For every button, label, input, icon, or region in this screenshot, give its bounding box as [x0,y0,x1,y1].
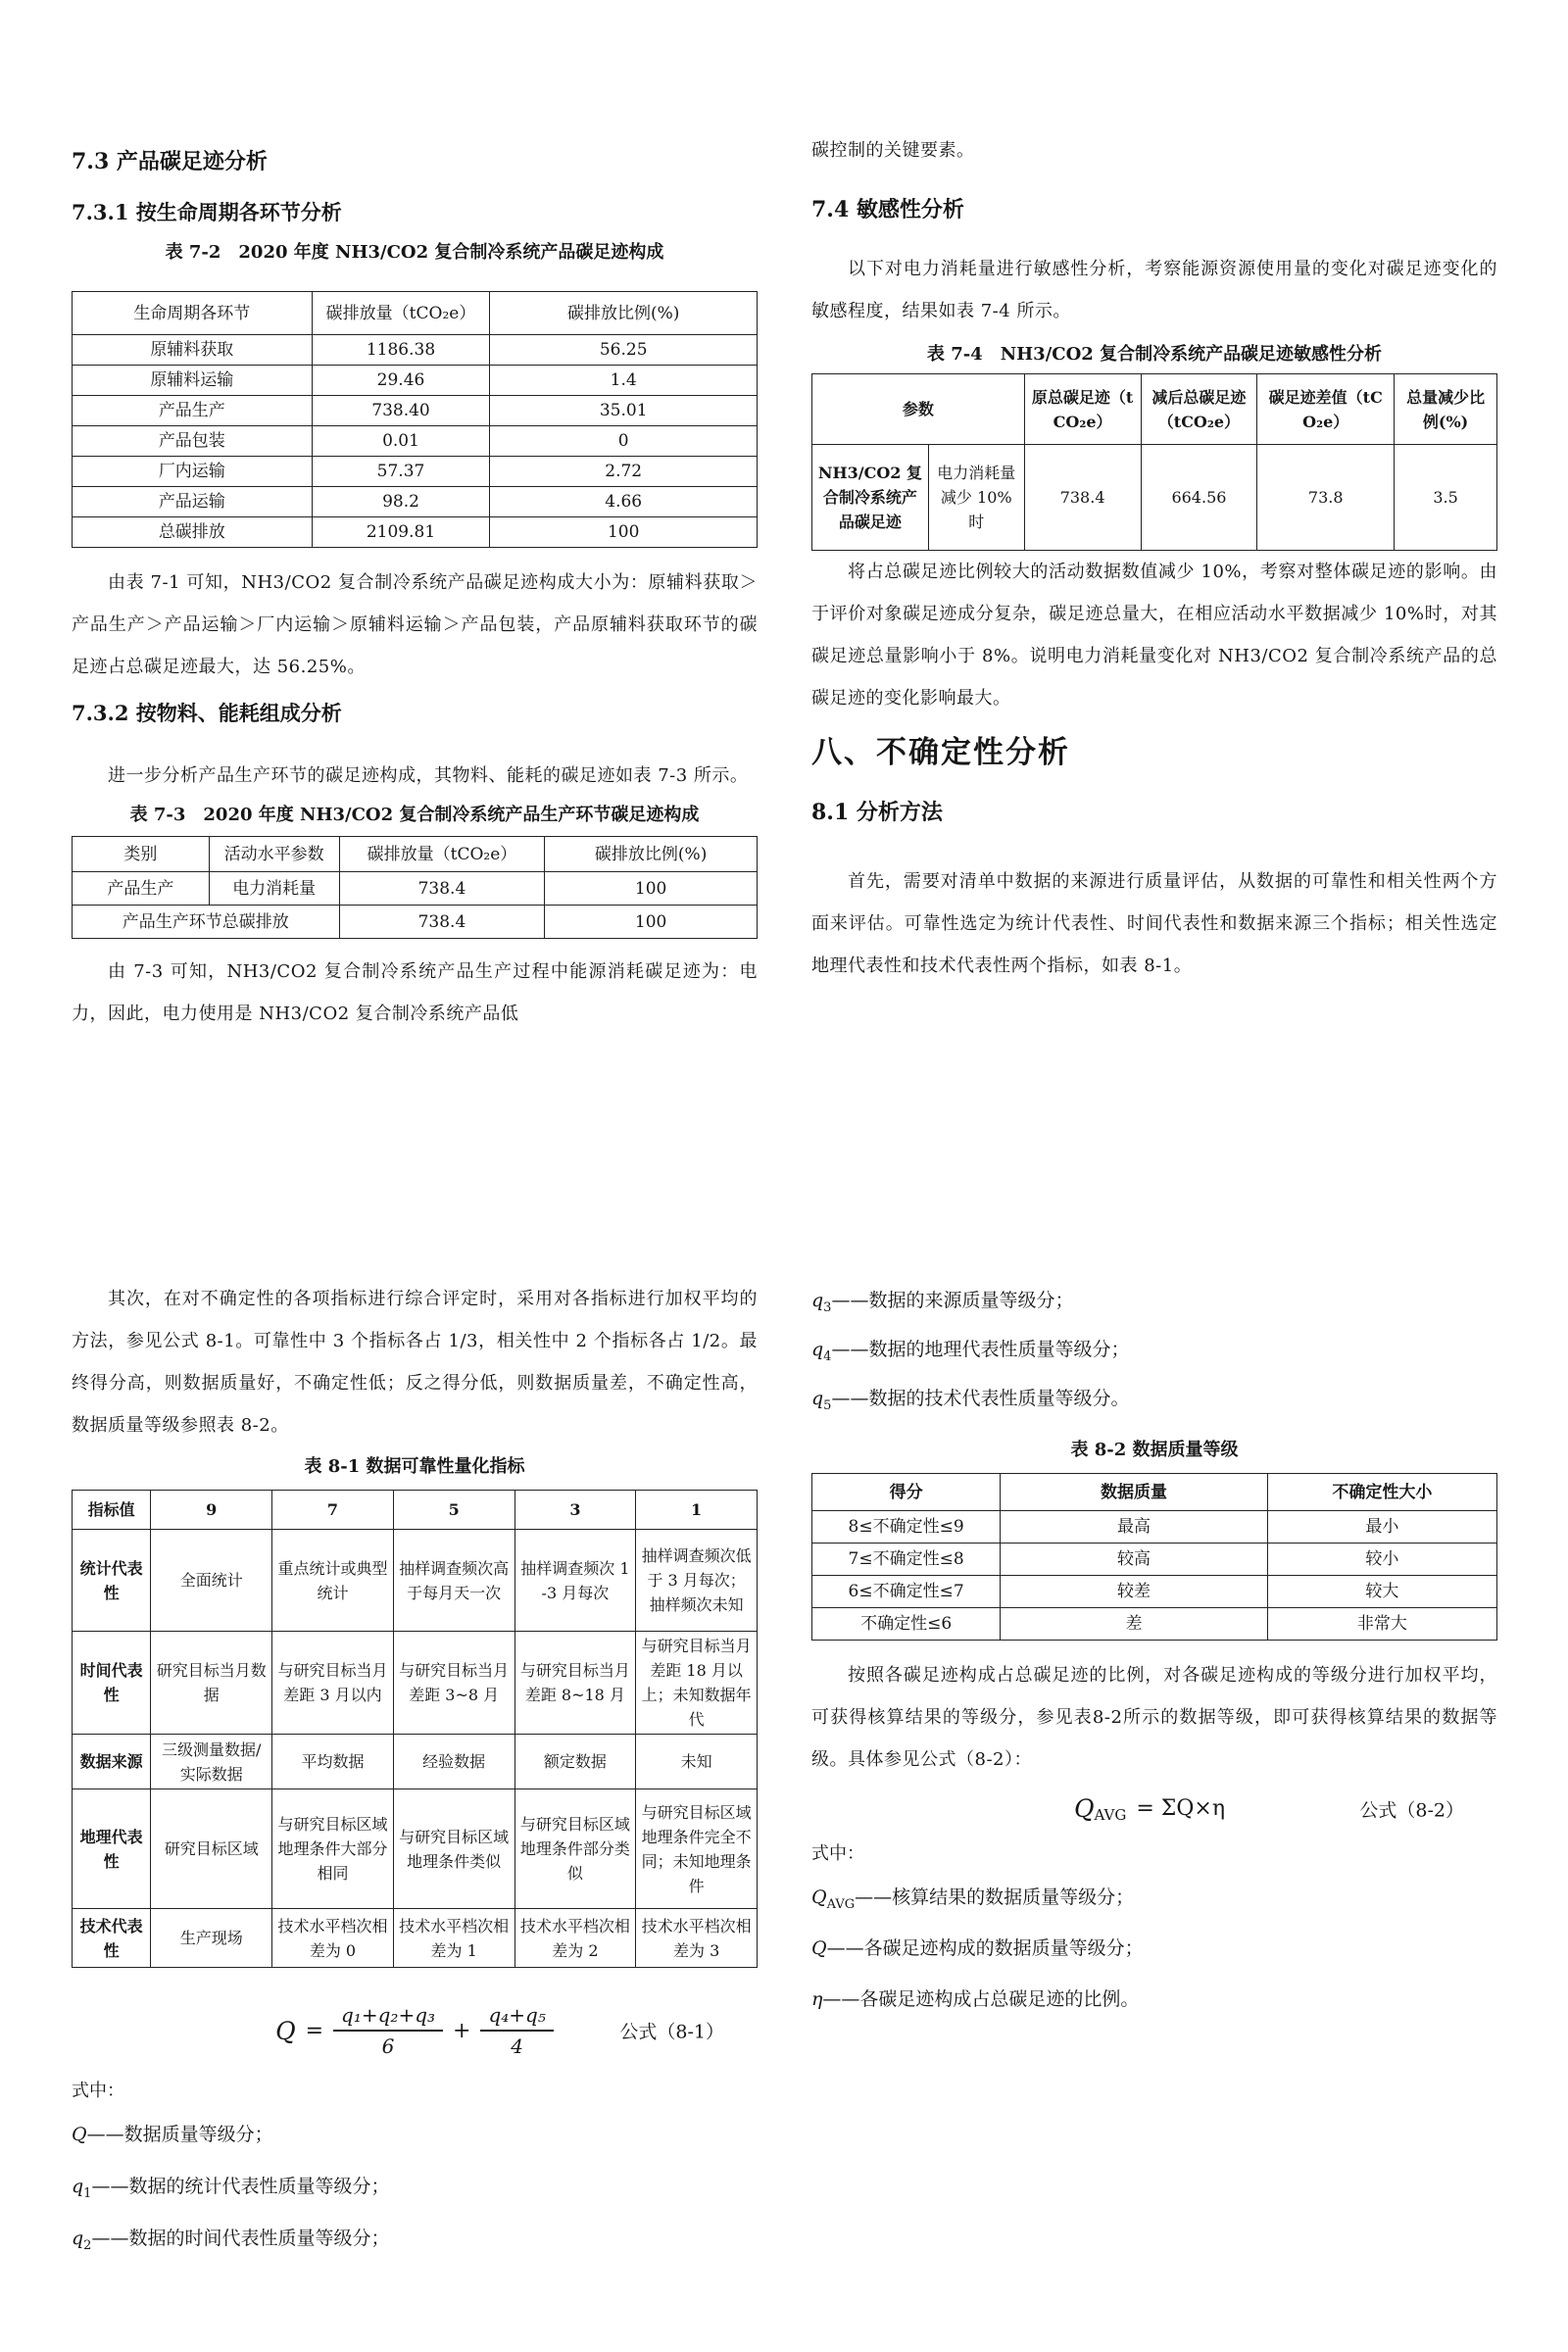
cell: 57.37 [312,457,490,487]
cell: 时间代表性 [73,1632,151,1735]
cell: 参数 [812,374,1025,445]
cell: 平均数据 [272,1735,394,1789]
fraction [333,2003,443,2058]
cell: 2.72 [490,457,758,487]
cell: 738.4 [1024,445,1141,551]
definition-text: ——数据的技术代表性质量等级分。 [831,1387,1130,1409]
heading-7-4: 7.4 敏感性分析 [811,197,964,222]
table-8-1-caption: 表 8-1 数据可靠性量化指标 [304,1456,525,1477]
table-row [73,517,758,548]
cell: 最高 [1001,1511,1268,1544]
numerator: q₄+q₅ [480,2003,553,2032]
cell: 技术水平档次相差为 1 [393,1909,514,1968]
table-7-2 [72,291,758,548]
cell: 与研究目标当月差距 8~18 月 [514,1632,636,1735]
cell: 生命周期各环节 [73,292,313,335]
cell: 与研究目标区域地理条件完全不同；未知地理条件 [636,1789,758,1909]
paragraph: 进一步分析产品生产环节的碳足迹构成，其物料、能耗的碳足迹如表 7-3 所示。 [108,765,749,786]
definition-q5 [811,1378,1497,1427]
cell: 35.01 [490,396,758,426]
cell: 三级测量数据/实际数据 [151,1735,272,1789]
definition-text: ——数据的统计代表性质量等级分； [91,2175,390,2197]
cell: 56.25 [490,335,758,366]
table-row [73,1735,758,1789]
paragraph: 按照各碳足迹构成占总碳足迹的比例，对各碳足迹构成的等级分进行加权平均，可获得核算结果的等级分，参见表8-2所示的数据等级，即可获得核算结果的数据等级。具体参见公式（8-2）： [811,1665,1497,1771]
cell: 9 [151,1491,272,1530]
cell: 与研究目标区域地理条件部分类似 [514,1789,636,1909]
cell: 0.01 [312,426,490,457]
cell: 较小 [1267,1544,1496,1576]
formula-lhs: Q [275,2016,296,2045]
cell: 1.4 [490,366,758,396]
fraction [480,2003,553,2058]
table-row [73,396,758,426]
cell: 738.40 [312,396,490,426]
paragraph: 首先，需要对清单中数据的来源进行质量评估，从数据的可靠性和相关性两个方面来评估。可靠性选定为统计代表性、时间代表性和数据来源三个指标；相关性选定地理代表性和技术代表性两个指标，如表 8-1。 [811,871,1497,976]
term: q [811,1387,824,1409]
cell: 碳排放量（tCO₂e） [312,292,490,335]
definition-text: ——数据的来源质量等级分； [831,1290,1074,1311]
cell: 技术水平档次相差为 3 [636,1909,758,1968]
heading-7-3: 7.3 产品碳足迹分析 [72,149,268,174]
table-row [73,335,758,366]
cell: 29.46 [312,366,490,396]
cell: 重点统计或典型统计 [272,1530,394,1632]
cell: 原总碳足迹（tCO₂e） [1024,374,1141,445]
formula-label: 公式（8-1） [619,2021,724,2043]
cell: 与研究目标当月差距 18 月以上；未知数据年代 [636,1632,758,1735]
table-row [73,426,758,457]
term: q [72,2227,84,2249]
table-7-2-caption: 表 7-2 2020 年度 NH3/CO2 复合制冷系统产品碳足迹构成 [165,242,664,263]
cell: 产品生产 [73,396,313,426]
cell: 得分 [812,1474,1001,1511]
cell: 差 [1001,1608,1268,1641]
cell: 技术水平档次相差为 0 [272,1909,394,1968]
term-subscript: 2 [83,2237,92,2253]
cell: 较差 [1001,1576,1268,1608]
cell: 数据质量 [1001,1474,1268,1511]
cell: 碳排放量（tCO₂e） [339,837,545,872]
cell: 最小 [1267,1511,1496,1544]
cell: 5 [393,1491,514,1530]
cell: 98.2 [312,487,490,517]
paragraph: 由表 7-1 可知，NH3/CO2 复合制冷系统产品碳足迹构成大小为：原辅料获取＞产品生产＞产品运输＞厂内运输＞原辅料运输＞产品包装，产品原辅料获取环节的碳足迹占总碳足迹最大，达 56.25%。 [72,572,758,677]
cell: 产品包装 [73,426,313,457]
cell: 总量减少比例(%) [1395,374,1497,445]
table-7-3 [72,836,758,939]
cell: 7≤不确定性≤8 [812,1544,1001,1576]
cell: 1186.38 [312,335,490,366]
page2-right-column [811,1274,1497,2028]
cell: 研究目标区域 [151,1789,272,1909]
definition-text: ——数据质量等级分； [86,2124,273,2145]
cell: 产品生产环节总碳排放 [73,906,340,939]
cell: 额定数据 [514,1735,636,1789]
denominator: 4 [511,2034,524,2058]
cell: 统计代表性 [73,1530,151,1632]
table-row [812,1608,1497,1641]
page1-right-column [811,118,1497,987]
cell: 100 [545,906,758,939]
term-subscript: 5 [823,1397,832,1413]
term: Q [811,1937,827,1960]
formula-lhs-subscript: AVG [1094,1805,1127,1824]
cell: 原辅料运输 [73,366,313,396]
term-subscript: 1 [83,2185,92,2201]
term: q [811,1338,824,1360]
formula-rhs: = ΣQ×η [1136,1796,1226,1822]
table-row [73,487,758,517]
cell: 738.4 [339,906,545,939]
cell: 产品生产 [73,872,210,906]
cell: 碳排放比例(%) [490,292,758,335]
cell: 3.5 [1395,445,1497,551]
term: q [811,1290,824,1311]
table-8-2-caption: 表 8-2 数据质量等级 [1070,1440,1239,1461]
cell: 研究目标当月数据 [151,1632,272,1735]
cell: NH3/CO2 复合制冷系统产品碳足迹 [812,445,929,551]
table-row [812,1511,1497,1544]
table-row [73,906,758,939]
cell: 指标值 [73,1491,151,1530]
cell: 减后总碳足迹（tCO₂e） [1141,374,1257,445]
term: Q [72,2124,87,2145]
term: η [811,1987,823,2010]
definition-text: ——各碳足迹构成的数据质量等级分； [826,1937,1144,1960]
paragraph: 碳控制的关键要素。 [811,140,975,161]
cell: 电力消耗量 [209,872,339,906]
cell: 产品运输 [73,487,313,517]
cell: 全面统计 [151,1530,272,1632]
cell: 技术代表性 [73,1909,151,1968]
table-header-row [812,374,1497,445]
definition-Q [811,1928,1497,1977]
cell: 碳足迹差值（tCO₂e） [1257,374,1395,445]
cell: 8≤不确定性≤9 [812,1511,1001,1544]
cell: 非常大 [1267,1608,1496,1641]
cell: 抽样调查频次高于每月天一次 [393,1530,514,1632]
page1-left-column [72,137,758,1035]
table-row [812,1544,1497,1576]
definition-q2 [72,2218,758,2267]
definition-Qavg [811,1877,1497,1926]
cell: 100 [545,872,758,906]
numerator: q₁+q₂+q₃ [333,2003,443,2032]
table-8-1 [72,1490,758,1968]
table-7-4-caption: 表 7-4 NH3/CO2 复合制冷系统产品碳足迹敏感性分析 [926,344,1383,365]
cell: 6≤不确定性≤7 [812,1576,1001,1608]
term: q [72,2175,84,2197]
table-header-row [73,292,758,335]
denominator: 6 [381,2034,395,2058]
cell: 较高 [1001,1544,1268,1576]
paragraph: 以下对电力消耗量进行敏感性分析，考察能源资源使用量的变化对碳足迹变化的敏感程度，结果如表 7-4 所示。 [811,259,1497,321]
table-row [73,457,758,487]
table-row [73,1530,758,1632]
paragraph: 将占总碳足迹比例较大的活动数据数值减少 10%，考察对整体碳足迹的影响。由于评价对象碳足迹成分复杂，碳足迹总量大，在相应活动水平数据减少 10%时，对其碳足迹总量影响小于 8%。说明电力消耗量变化对 NH3/CO2 复合制冷系统产品的总碳足迹的变化影响最大。 [811,562,1497,709]
cell: 未知 [636,1735,758,1789]
heading-8-1: 8.1 分析方法 [811,800,943,825]
cell: 活动水平参数 [209,837,339,872]
cell: 73.8 [1257,445,1395,551]
cell: 生产现场 [151,1909,272,1968]
table-7-3-caption: 表 7-3 2020 年度 NH3/CO2 复合制冷系统产品生产环节碳足迹构成 [129,805,700,825]
table-row [73,1909,758,1968]
cell: 厂内运输 [73,457,313,487]
table-row [812,445,1497,551]
cell: 100 [490,517,758,548]
formula-expression [275,2003,554,2058]
table-7-4 [811,373,1497,551]
cell: 电力消耗量减少 10%时 [928,445,1024,551]
plus-sign: + [453,2018,471,2043]
formula-8-1 [72,2003,758,2058]
cell: 较大 [1267,1576,1496,1608]
page2-left-column [72,1274,758,2266]
cell: 664.56 [1141,445,1257,551]
cell: 地理代表性 [73,1789,151,1909]
cell: 与研究目标区域地理条件类似 [393,1789,514,1909]
definition-q4 [811,1329,1497,1378]
cell: 2109.81 [312,517,490,548]
table-row [73,1789,758,1909]
table-header-row [73,1491,758,1530]
cell: 4.66 [490,487,758,517]
table-row [73,872,758,906]
term: Q [811,1886,827,1909]
definition-eta [811,1979,1497,2028]
paragraph: 由 7-3 可知，NH3/CO2 复合制冷系统产品生产过程中能源消耗碳足迹为：电力，因此，电力使用是 NH3/CO2 复合制冷系统产品低 [72,961,758,1024]
paragraph: 其次，在对不确定性的各项指标进行综合评定时，采用对各指标进行加权平均的方法，参见公式 8-1。可靠性中 3 个指标各占 1/3，相关性中 2 个指标各占 1/2。最终得分高，则数据质量好，不确定性低；反之得分低，则数据质量差，不确定性高，数据质量等级参照表 8-2。 [72,1289,758,1436]
table-row [73,366,758,396]
heading-7-3-2: 7.3.2 按物料、能耗组成分析 [72,701,342,725]
cell: 碳排放比例(%) [545,837,758,872]
cell: 不确定性≤6 [812,1608,1001,1641]
definition-text: ——核算结果的数据质量等级分； [855,1886,1135,1909]
cell: 与研究目标当月差距 3~8 月 [393,1632,514,1735]
heading-section-8: 八、不确定性分析 [811,735,1070,770]
table-header-row [812,1474,1497,1511]
cell: 原辅料获取 [73,335,313,366]
cell: 1 [636,1491,758,1530]
definition-q1 [72,2166,758,2215]
formula-lhs: Q [1073,1794,1095,1824]
cell: 与研究目标区域地理条件大部分相同 [272,1789,394,1909]
cell: 经验数据 [393,1735,514,1789]
formula-intro: 式中： [811,1843,864,1865]
definition-text: ——各碳足迹构成占总碳足迹的比例。 [822,1987,1140,2010]
definition-Q [72,2114,758,2163]
definition-q3 [811,1280,1497,1329]
formula-8-2 [811,1794,1497,1823]
cell: 抽样调查频次 1-3 月每次 [514,1530,636,1632]
definition-text: ——数据的地理代表性质量等级分； [831,1338,1130,1360]
cell: 技术水平档次相差为 2 [514,1909,636,1968]
table-header-row [73,837,758,872]
cell: 数据来源 [73,1735,151,1789]
cell: 与研究目标当月差距 3 月以内 [272,1632,394,1735]
formula-expression [1074,1794,1235,1823]
table-row [73,1632,758,1735]
formula-intro: 式中： [72,2081,124,2101]
definition-text: ——数据的时间代表性质量等级分； [91,2227,390,2249]
cell: 不确定性大小 [1267,1474,1496,1511]
cell: 7 [272,1491,394,1530]
term-subscript: 4 [823,1348,832,1364]
cell: 738.4 [339,872,545,906]
table-8-2 [811,1473,1497,1641]
cell: 0 [490,426,758,457]
cell: 类别 [73,837,210,872]
term-subscript: AVG [826,1897,856,1913]
heading-7-3-1: 7.3.1 按生命周期各环节分析 [72,200,342,224]
term-subscript: 3 [823,1299,832,1315]
formula-label: 公式（8-2） [1359,1799,1464,1822]
cell: 总碳排放 [73,517,313,548]
cell: 抽样调查频次低于 3 月每次；抽样频次未知 [636,1530,758,1632]
table-row [812,1576,1497,1608]
equals-sign: = [305,2018,324,2043]
cell: 3 [514,1491,636,1530]
